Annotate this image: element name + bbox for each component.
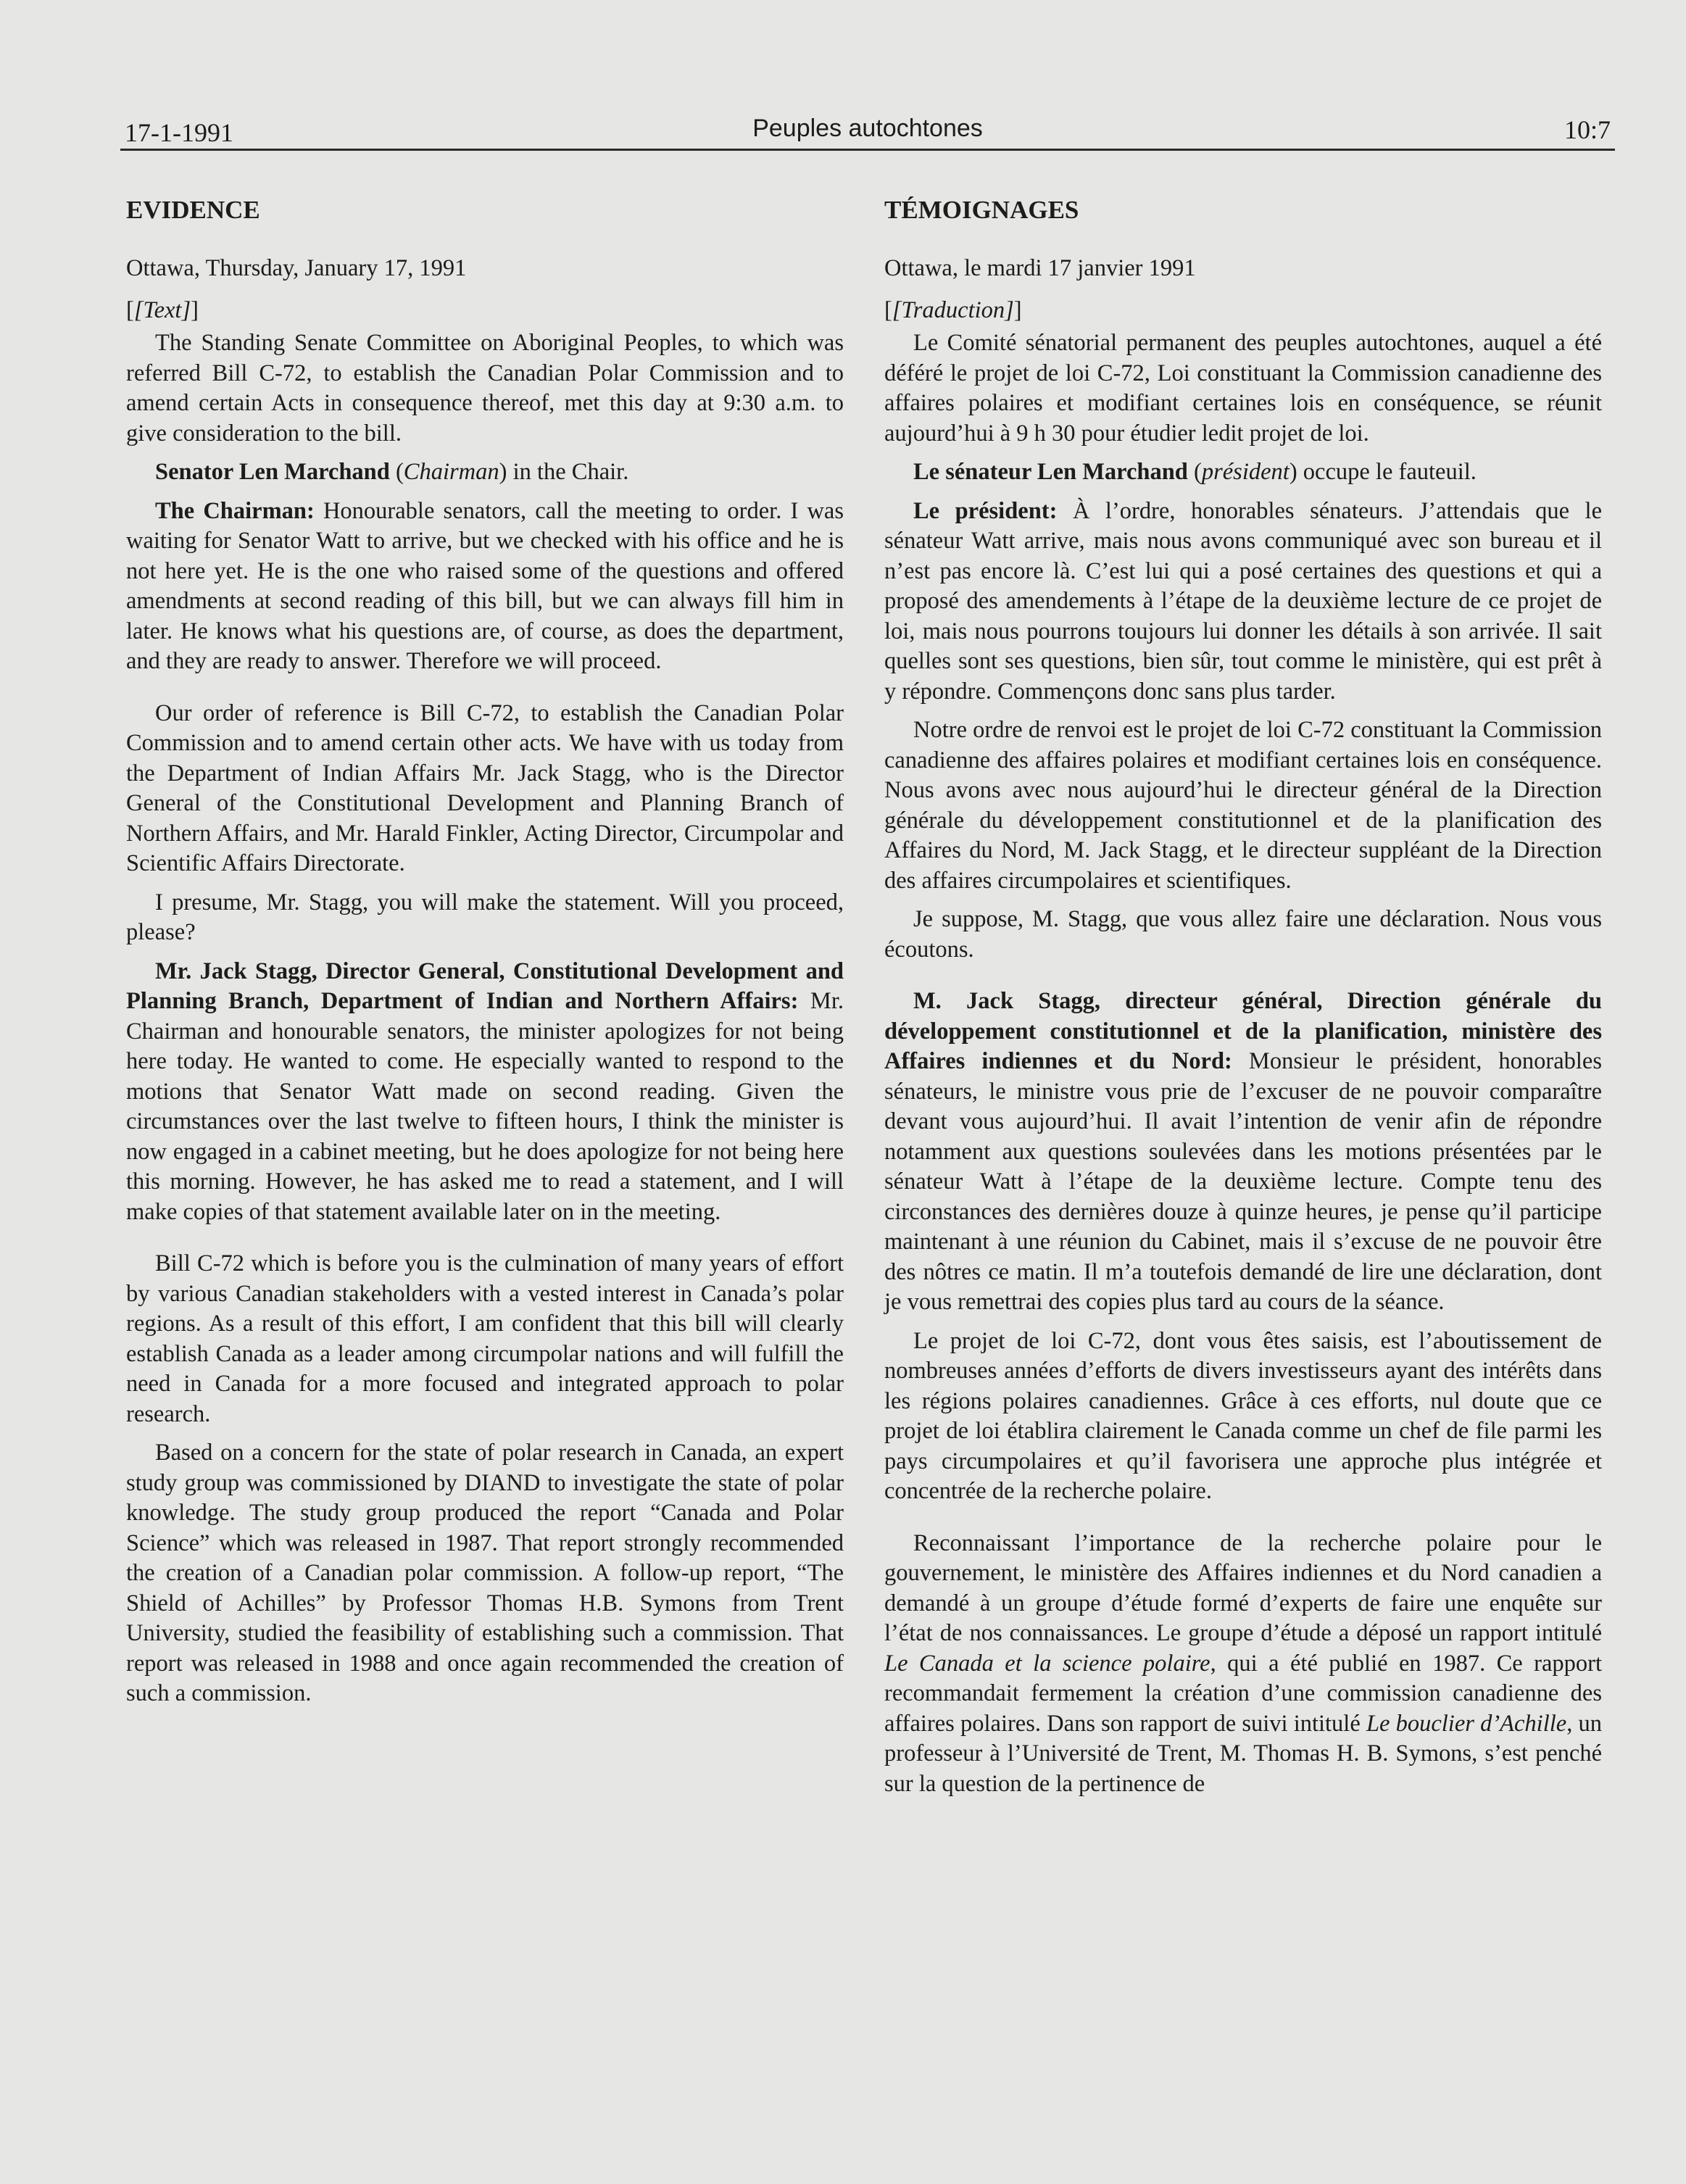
president-rest: occupe le fauteuil. [1297, 459, 1477, 485]
fr-report-title-1: Le Canada et la science polaire [884, 1650, 1210, 1677]
english-text-marker: [[Text]] [126, 296, 199, 323]
header-rule [120, 149, 1615, 151]
french-paragraph-2: Le sénateur Len Marchand (président) occupe le fauteuil. [913, 459, 1477, 485]
stagg-speech-fr: Monsieur le président, honorables sénateurs, le ministre vous prie de l’excuser de ne pouvoir comparaître devant vous aujourd’hui. Il avait l’intention de venir afin de répondre notamment aux questions soulevées dans les motions présentées par le sénateur Watt à l’étape de la deuxième lecture. Compte tenu des circonstances des dernières douze à quinze heures, je pense qu’il participe maintenant à une réunion du Cabinet, mais il s’excuse de ne pouvoir être des nôtres ce matin. Il m’a toutefois demandé de lire une déclaration, dont je vous remettrai des copies plus tard au cours de la séance. [884, 1048, 1602, 1315]
french-column [884, 190, 1602, 1808]
chair-name: Senator Len Marchand [155, 459, 390, 485]
french-paragraph-4: Notre ordre de renvoi est le projet de loi C-72 constituant la Commission canadienne des affaires polaires et modifiant certaines lois en conséquence. Nous avons avec nous aujourd’hui le directeur général de la Direction générale du développement constitutionnel et de la planification des Affaires du Nord, M. Jack Stagg, et le directeur suppléant de la Direction des affaires circumpolaires et scientifiques. [884, 717, 1602, 894]
english-paragraph-7: Bill C-72 which is before you is the culmination of many years of effort by various Canadian stakeholders with a vested interest in Canada’s polar regions. As a result of this effort, I am confident that this bill will clearly establish Canada as a leader among circumpolar nations and will fulfill the need in Canada for a more focused and integrated approach to polar research. [126, 1250, 844, 1427]
traduction-marker-label: [Traduction] [892, 296, 1014, 323]
temoignages-heading: TÉMOIGNAGES [884, 196, 1079, 224]
french-paragraph-1: Le Comité sénatorial permanent des peuples autochtones, auquel a été déféré le projet de loi C-72, Loi constituant la Commission canadienne des affaires polaires et modifiant certaines lois en conséquence, se réunit aujourd’hui à 9 h 30 pour étudier ledit projet de loi. [884, 330, 1602, 447]
chairman-speaker: The Chairman: [155, 497, 315, 524]
english-paragraph-8: Based on a concern for the state of polar research in Canada, an expert study group was commissioned by DIAND to investigate the state of polar knowledge. The study group produced the report “Canada and Polar Science” which was released in 1987. That report strongly recommended the creation of a Canadian polar commission. A follow-up report, “The Shield of Achilles” by Professor Thomas H.B. Symons from Trent University, studied the feasibility of establishing such a commission. That report was released in 1988 and once again recommended the creation of such a commission. [126, 1440, 844, 1706]
french-date-line: Ottawa, le mardi 17 janvier 1991 [884, 255, 1196, 281]
header-date: 17-1-1991 [125, 118, 233, 147]
chair-role: Chairman [403, 459, 499, 485]
english-paragraph-5: I presume, Mr. Stagg, you will make the statement. Will you proceed, please? [126, 889, 844, 945]
english-paragraph-3 [126, 497, 844, 677]
stagg-speaker-fr: M. Jack Stagg, directeur général, Direction générale du développement constitutionnel et de la planification, ministère des Affaires indiennes et du Nord: [884, 988, 1602, 1074]
english-paragraph-1: The Standing Senate Committee on Aboriginal Peoples, to which was referred Bill C-72, to establish the Canadian Polar Commission and to amend certain Acts in consequence thereof, met this day at 9:30 a.m. to give consideration to the bill. [126, 330, 844, 447]
english-column [126, 190, 844, 1718]
president-speaker: Le président: [913, 497, 1058, 524]
evidence-heading: EVIDENCE [126, 196, 260, 224]
president-name: Le sénateur Len Marchand [913, 459, 1188, 485]
fr-p8-part-a: Reconnaissant l’importance de la recherche polaire pour le gouvernement, le ministère des Affaires indiennes et du Nord canadien a demandé à un groupe d’étude formé d’experts de faire une enquête sur l’état de nos connaissances. Le groupe d’étude a déposé un rapport intitulé [884, 1529, 1602, 1646]
president-role: président [1201, 459, 1290, 485]
text-marker-label: [Text] [133, 296, 191, 323]
page-header [125, 110, 1611, 148]
french-paragraph-7: Le projet de loi C-72, dont vous êtes saisis, est l’aboutissement de nombreuses années d’efforts de divers investisseurs ayant des intérêts dans les régions polaires canadiennes. Grâce à ces efforts, nul doute que ce projet de loi établira clairement le Canada comme un chef de file parmi les pays circumpolaires et qu’il favorisera une approche plus intégrée et concentrée de la recherche polaire. [884, 1327, 1602, 1504]
english-paragraph-2: Senator Len Marchand (Chairman) in the Chair. [155, 459, 629, 485]
english-paragraph-4: Our order of reference is Bill C-72, to establish the Canadian Polar Commission and to amend certain other acts. We have with us today from the Department of Indian Affairs Mr. Jack Stagg, who is the Director General of the Constitutional Development and Planning Branch of Northern Affairs, and Mr. Harald Finkler, Acting Director, Circumpolar and Scientific Affairs Directorate. [126, 699, 844, 876]
chairman-speech: Honourable senators, call the meeting to order. I was waiting for Senator Watt to arrive, but we checked with his office and he is not here yet. He is the one who raised some of the questions and offered amendments at second reading of this bill, but we can always fill him in later. He knows what his questions are, of course, as does the department, and they are ready to answer. Therefore we will proceed. [126, 497, 844, 674]
english-date-line: Ottawa, Thursday, January 17, 1991 [126, 255, 467, 281]
fr-report-title-2: Le bouclier d’Achille [1366, 1710, 1567, 1737]
stagg-speaker: Mr. Jack Stagg, Director General, Constitutional Development and Planning Branch, Department of Indian and Northern Affairs: [126, 958, 844, 1014]
chair-rest: in the Chair. [507, 459, 629, 485]
fr-p8-part-c: , un professeur à l’Université de Trent, M. Thomas H. B. Symons, s’est penché sur la question de la pertinence de [884, 1710, 1602, 1797]
fr-p8-part-b: , qui a été publié en 1987. Ce rapport recommandait fermement la création d’une commission canadienne des affaires polaires. Dans son rapport de suivi intitulé [884, 1650, 1603, 1737]
french-paragraph-5: Je suppose, M. Stagg, que vous allez faire une déclaration. Nous vous écoutons. [884, 906, 1602, 963]
french-paragraph-6 [884, 987, 1602, 1318]
english-paragraph-6 [126, 957, 844, 1228]
stagg-speech: Mr. Chairman and honourable senators, the minister apologizes for not being here today. He wanted to come. He especially wanted to respond to the motions that Senator Watt made on second reading. Given the circumstances over the last twelve to fifteen hours, I think the minister is now engaged in a cabinet meeting, but he does apologize for not being here this morning. However, he has asked me to read a statement, and I will make copies of that statement available later on in the meeting. [126, 988, 844, 1225]
header-page-number: 10:7 [1564, 115, 1611, 144]
president-speech: À l’ordre, honorables sénateurs. J’attendais que le sénateur Watt arrive, mais nous avons communiqué avec son bureau et il n’est pas encore là. C’est lui qui a posé certaines des questions et qui a proposé des amendements à l’étape de la deuxième lecture de ce projet de loi, mais nous pourrons toujours lui donner les détails à son arrivée. Il sait quelles sont ses questions, bien sûr, tout comme le ministère, qui est prêt à y répondre. Commençons donc sans plus tarder. [884, 497, 1602, 705]
french-text-marker: [[Traduction]] [884, 296, 1022, 323]
french-paragraph-8 [884, 1529, 1602, 1800]
header-title: Peuples autochtones [752, 115, 983, 142]
french-paragraph-3 [884, 497, 1602, 707]
